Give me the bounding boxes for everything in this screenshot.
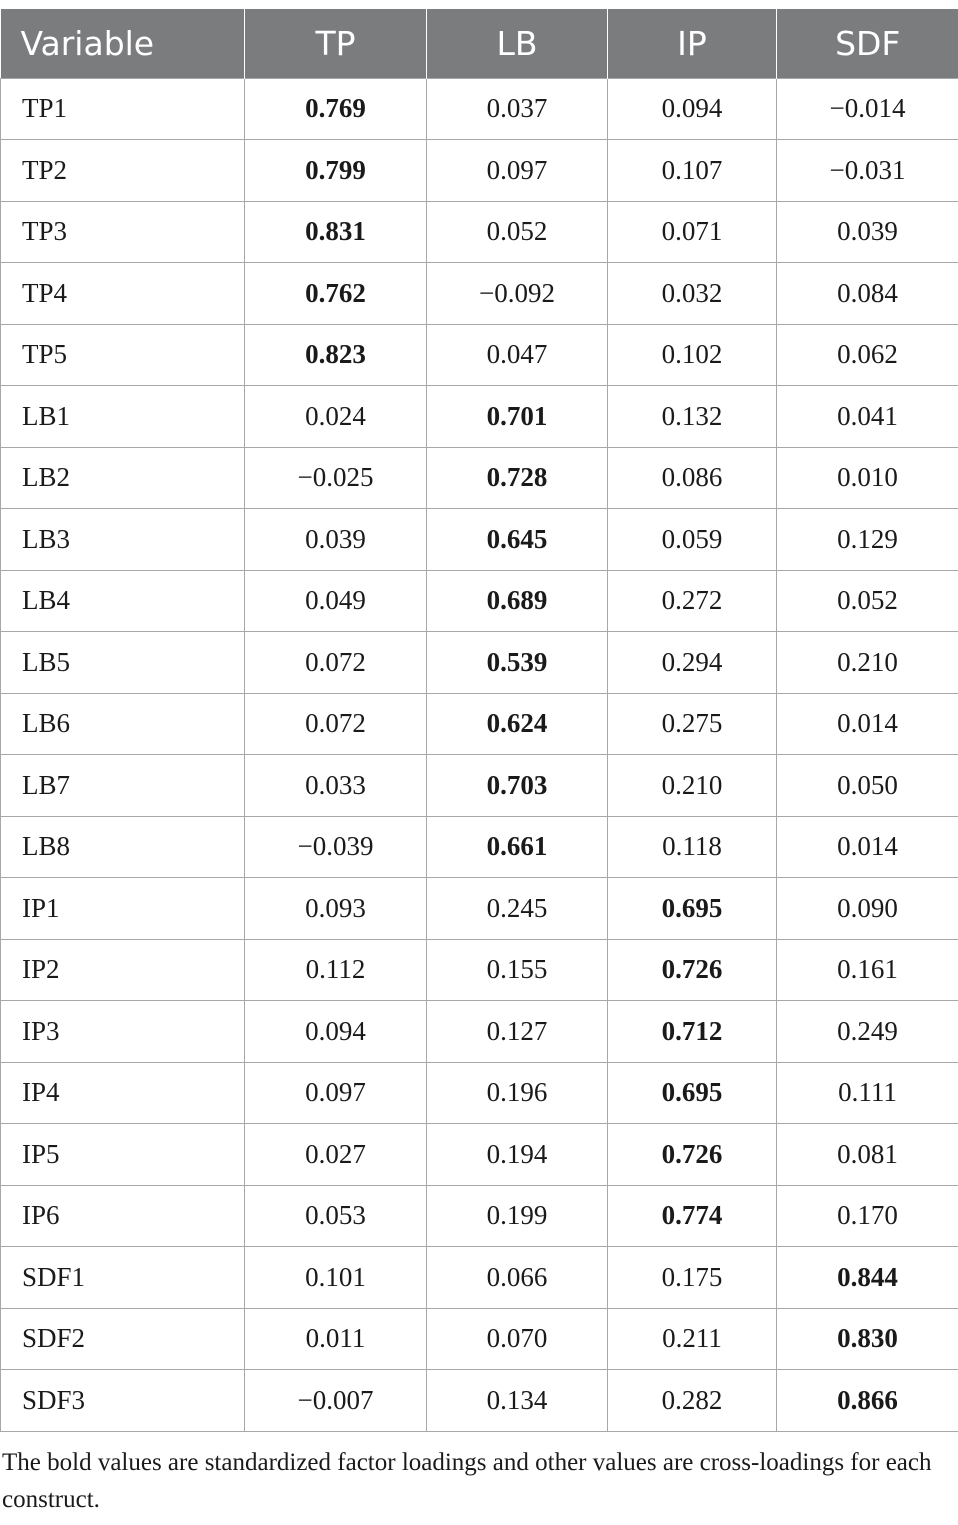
table-row (1, 1308, 958, 1370)
table-row (1, 1247, 958, 1309)
table-row (1, 878, 958, 940)
cross-loading-cell: 0.062 (777, 324, 958, 386)
variable-cell: TP1 (1, 78, 245, 140)
cross-loading-cell: 0.072 (245, 632, 427, 694)
cross-loading-cell: 0.052 (427, 201, 608, 263)
factor-loading-cell: 0.844 (777, 1247, 958, 1309)
factor-loading-cell: 0.830 (777, 1308, 958, 1370)
cross-loading-cell: 0.249 (777, 1001, 958, 1063)
table-row (1, 263, 958, 325)
cross-loading-cell: 0.086 (608, 447, 777, 509)
cross-loading-cell: 0.112 (245, 939, 427, 1001)
cross-loading-cell: 0.033 (245, 755, 427, 817)
cross-loading-cell: 0.047 (427, 324, 608, 386)
table-row (1, 1370, 958, 1432)
cross-loading-cell: 0.127 (427, 1001, 608, 1063)
cross-loading-cell: 0.102 (608, 324, 777, 386)
cross-loading-cell: −0.025 (245, 447, 427, 509)
cross-loading-cell: 0.072 (245, 693, 427, 755)
cross-loading-cell: 0.155 (427, 939, 608, 1001)
factor-loading-cell: 0.712 (608, 1001, 777, 1063)
cross-loading-cell: 0.032 (608, 263, 777, 325)
cross-loading-cell: 0.039 (245, 509, 427, 571)
cross-loading-cell: 0.294 (608, 632, 777, 694)
table-row (1, 324, 958, 386)
factor-loading-cell: 0.726 (608, 1124, 777, 1186)
header-lb: LB (427, 9, 608, 78)
table-row (1, 509, 958, 571)
cross-loading-cell: 0.090 (777, 878, 958, 940)
header-tp: TP (245, 9, 427, 78)
factor-loading-cell: 0.695 (608, 1062, 777, 1124)
cross-loading-cell: 0.097 (427, 140, 608, 202)
cross-loading-cell: 0.175 (608, 1247, 777, 1309)
cross-loading-cell: 0.118 (608, 816, 777, 878)
table-row (1, 1001, 958, 1063)
factor-loading-cell: 0.728 (427, 447, 608, 509)
cross-loading-cell: 0.024 (245, 386, 427, 448)
cross-loading-cell: 0.210 (608, 755, 777, 817)
factor-loading-cell: 0.695 (608, 878, 777, 940)
table-footnote: The bold values are standardized factor loadings and other values are cross-loadings for each construct. (2, 1449, 932, 1513)
variable-cell: LB3 (1, 509, 245, 571)
cross-loading-cell: 0.014 (777, 816, 958, 878)
table-row (1, 140, 958, 202)
cross-loading-cell: 0.170 (777, 1185, 958, 1247)
variable-cell: LB5 (1, 632, 245, 694)
cross-loading-cell: 0.094 (245, 1001, 427, 1063)
variable-cell: TP2 (1, 140, 245, 202)
variable-cell: SDF3 (1, 1370, 245, 1432)
factor-loading-cell: 0.624 (427, 693, 608, 755)
cross-loading-cell: 0.210 (777, 632, 958, 694)
cross-loading-cell: 0.097 (245, 1062, 427, 1124)
header-row (1, 9, 958, 78)
cross-loading-cell: 0.107 (608, 140, 777, 202)
table-row (1, 1185, 958, 1247)
cross-loading-cell: 0.111 (777, 1062, 958, 1124)
variable-cell: SDF2 (1, 1308, 245, 1370)
factor-loading-cell: 0.762 (245, 263, 427, 325)
cross-loading-cell: 0.161 (777, 939, 958, 1001)
cross-loading-cell: 0.132 (608, 386, 777, 448)
table-row (1, 693, 958, 755)
table-row (1, 816, 958, 878)
factor-loading-cell: 0.539 (427, 632, 608, 694)
cross-loading-cell: 0.134 (427, 1370, 608, 1432)
factor-loading-cell: 0.799 (245, 140, 427, 202)
table-row (1, 632, 958, 694)
variable-cell: LB1 (1, 386, 245, 448)
variable-cell: IP6 (1, 1185, 245, 1247)
variable-cell: TP3 (1, 201, 245, 263)
variable-cell: LB6 (1, 693, 245, 755)
cross-loading-cell: 0.094 (608, 78, 777, 140)
cross-loading-cell: 0.194 (427, 1124, 608, 1186)
cross-loading-cell: 0.081 (777, 1124, 958, 1186)
variable-cell: IP5 (1, 1124, 245, 1186)
cross-loading-cell: 0.211 (608, 1308, 777, 1370)
cross-loading-cell: 0.066 (427, 1247, 608, 1309)
cross-loading-cell: 0.027 (245, 1124, 427, 1186)
cross-loading-cell: 0.245 (427, 878, 608, 940)
cross-loading-cell: −0.014 (777, 78, 958, 140)
factor-loading-cell: 0.645 (427, 509, 608, 571)
variable-cell: LB7 (1, 755, 245, 817)
variable-cell: SDF1 (1, 1247, 245, 1309)
header-ip: IP (608, 9, 777, 78)
factor-loading-cell: 0.823 (245, 324, 427, 386)
cross-loading-cell: 0.101 (245, 1247, 427, 1309)
cross-loading-cell: 0.071 (608, 201, 777, 263)
cross-loading-cell: 0.282 (608, 1370, 777, 1432)
cross-loading-cell: 0.039 (777, 201, 958, 263)
variable-cell: TP4 (1, 263, 245, 325)
factor-loading-cell: 0.866 (777, 1370, 958, 1432)
variable-cell: IP1 (1, 878, 245, 940)
cross-loading-cell: 0.049 (245, 570, 427, 632)
cross-loading-cell: 0.014 (777, 693, 958, 755)
factor-loading-cell: 0.774 (608, 1185, 777, 1247)
factor-loading-cell: 0.703 (427, 755, 608, 817)
cross-loading-cell: 0.275 (608, 693, 777, 755)
variable-cell: IP2 (1, 939, 245, 1001)
cross-loading-cell: 0.011 (245, 1308, 427, 1370)
table-row (1, 1124, 958, 1186)
header-variable: Variable (20, 23, 155, 63)
cross-loading-cell: 0.052 (777, 570, 958, 632)
cross-loading-cell: 0.196 (427, 1062, 608, 1124)
cross-loading-cell: 0.053 (245, 1185, 427, 1247)
variable-cell: LB8 (1, 816, 245, 878)
factor-loading-cell: 0.689 (427, 570, 608, 632)
cross-loading-cell: 0.041 (777, 386, 958, 448)
cross-loading-cell: 0.050 (777, 755, 958, 817)
table-row (1, 1062, 958, 1124)
factor-loading-cell: 0.769 (245, 78, 427, 140)
table-row (1, 755, 958, 817)
factor-loading-cell: 0.831 (245, 201, 427, 263)
cross-loading-cell: 0.129 (777, 509, 958, 571)
table-row (1, 570, 958, 632)
header-sdf: SDF (777, 9, 958, 78)
variable-cell: LB2 (1, 447, 245, 509)
table-row (1, 201, 958, 263)
table-row (1, 386, 958, 448)
variable-cell: IP4 (1, 1062, 245, 1124)
cross-loading-cell: 0.037 (427, 78, 608, 140)
cross-loading-cell: −0.031 (777, 140, 958, 202)
cross-loading-cell: −0.092 (427, 263, 608, 325)
variable-cell: TP5 (1, 324, 245, 386)
cross-loading-cell: 0.059 (608, 509, 777, 571)
factor-loadings-table (0, 9, 958, 1432)
table-body (1, 78, 958, 1431)
cross-loading-cell: 0.070 (427, 1308, 608, 1370)
variable-cell: IP3 (1, 1001, 245, 1063)
table-row (1, 939, 958, 1001)
cross-loading-cell: −0.039 (245, 816, 427, 878)
table-row (1, 447, 958, 509)
cross-loading-cell: 0.199 (427, 1185, 608, 1247)
factor-loading-cell: 0.661 (427, 816, 608, 878)
cross-loading-cell: −0.007 (245, 1370, 427, 1432)
factor-loading-cell: 0.701 (427, 386, 608, 448)
factor-loading-cell: 0.726 (608, 939, 777, 1001)
table-header (1, 9, 958, 78)
cross-loading-cell: 0.010 (777, 447, 958, 509)
cross-loading-cell: 0.093 (245, 878, 427, 940)
variable-cell: LB4 (1, 570, 245, 632)
cross-loading-cell: 0.272 (608, 570, 777, 632)
cross-loading-cell: 0.084 (777, 263, 958, 325)
table-row (1, 78, 958, 140)
